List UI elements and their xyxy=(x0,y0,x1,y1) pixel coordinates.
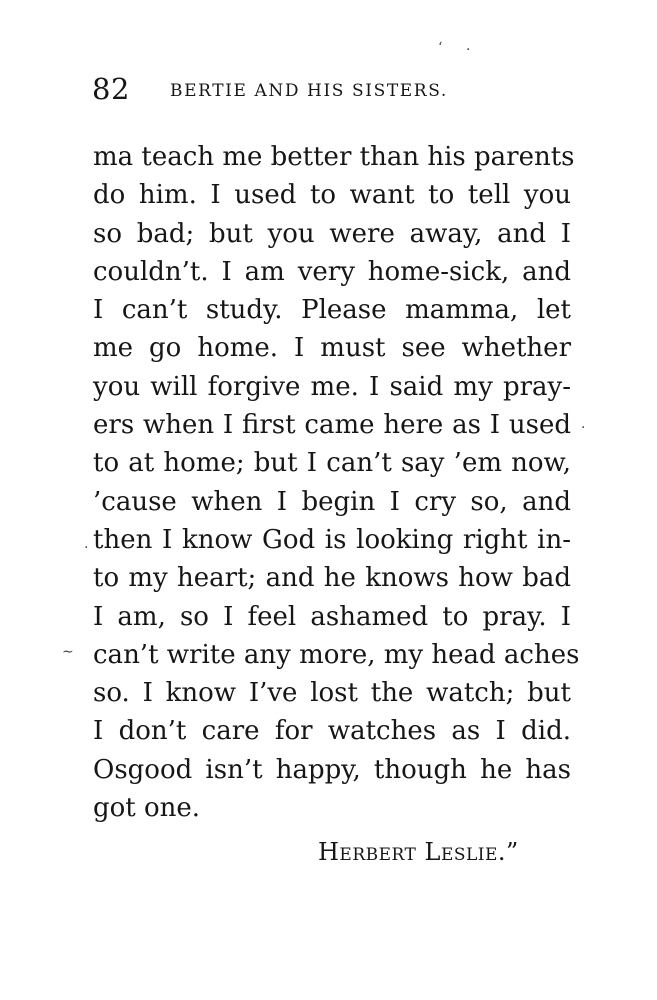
text-line: can’t write any more, my head aches xyxy=(93,639,580,670)
text-line: do him. I used to want to tell you xyxy=(93,180,571,211)
letter-body xyxy=(93,138,580,827)
text-line: ’cause when I begin I cry so, and xyxy=(93,486,571,517)
text-line: I am, so I feel ashamed to pray. I xyxy=(93,601,571,632)
text-line: then I know God is looking right in- xyxy=(93,524,571,555)
text-line: I don’t care for watches as I did. xyxy=(93,716,571,747)
text-line: so. I know I’ve lost the watch; but xyxy=(93,678,571,709)
ink-speck-mark: · xyxy=(581,420,586,436)
ink-speck-mark: ‘ xyxy=(438,40,443,56)
ink-speck-mark: · xyxy=(466,42,471,58)
ink-speck-mark: ∼ xyxy=(62,644,74,660)
text-line: so bad; but you were away, and I xyxy=(93,218,571,249)
signature: Herbert Leslie.” xyxy=(318,838,519,866)
text-line: ers when I first came here as I used xyxy=(93,410,571,441)
text-line: to at home; but I can’t say ’em now, xyxy=(93,448,571,479)
text-line: you will forgive me. I said my pray- xyxy=(93,371,571,402)
page-header xyxy=(92,72,572,112)
text-line: ma teach me better than his parents xyxy=(93,142,575,172)
text-line: got one. xyxy=(93,793,201,824)
ink-speck-mark: · xyxy=(84,540,89,556)
text-line: to my heart; and he knows how bad xyxy=(93,563,571,594)
running-head: BERTIE AND HIS SISTERS. xyxy=(170,81,448,101)
text-line: I can’t study. Please mamma, let xyxy=(93,295,571,326)
text-line: couldn’t. I am very home-sick, and xyxy=(93,256,571,287)
text-line: Osgood isn’t happy, though he has xyxy=(93,754,571,785)
text-line: me go home. I must see whether xyxy=(93,333,571,364)
page-number: 82 xyxy=(92,72,130,106)
